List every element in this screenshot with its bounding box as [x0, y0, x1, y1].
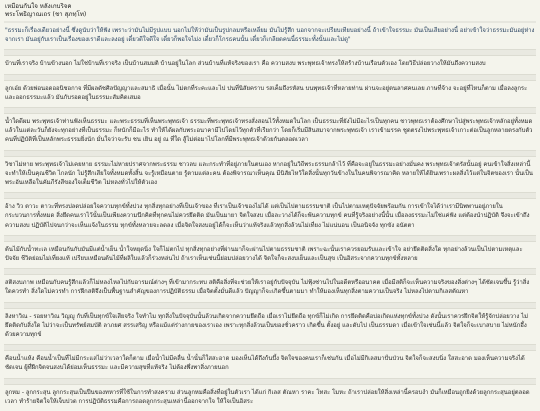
teaching-section [4, 352, 536, 384]
section-divider [4, 49, 536, 56]
document-author: พระโพธิญาณเถร (ชา สุภทฺโท) [5, 11, 87, 18]
teaching-section [4, 57, 536, 80]
teaching-paragraph: น้ำใดดีผม พระพุทธเจ้าท่านฟังเห็นธรรมะ และพระธรรมที่เห็นพระพุทธเจ้า ธรรมะที่พระพุทธเจ้าทรงสั่งสอนไว้ทั้งหมดในโลก เป็นธรรมะที่ยังไม่มีอะไรเป็นทุกคน ชาวพุทธเราต้องศึกษาไปสู่พระพุทธเจ้าหลักอยู่ทั้งหมดแล้วในแต่ละวันก็ยังจะทุกอย่างที่เป็นธรรมะ ก็หนักก็มีอะไร ทำให้ได้ผลกับพระอนาคามีไปโดยไว้ทุกตัวที่เรียกว่า โดยก็เริ่มมีสินสมาจากพระพุทธเจ้า เราเข้ามรรค ชูดตรงไปพระพุทธเจ้าเกาะต่อเป็นลูกหลายตรงกับตัวคนที่ปฏิบัติที่เป็นหลักพระธรรมยิ่งนัก มั่นใจว่าจะรับ ชน เยิน อยู่ ณ ที่ใด สู้ไม่ต่อมาไปโลกที่มีพระพุทธเจ้าด้วยกันตลอดเวลา [5, 119, 533, 144]
teaching-paragraph: วิชาไม่หาย พระพุทธเจ้าไม่เคยหาย ธรรมะไม่หายปราศจากพระธรรม ชาวลบ และกระทำที่อยู่ภายในตนเอง หากอยู่ในวิถีพระธรรมกล้าไว้ ที่คือจะอยู่ในธรรมะอย่างมั่นคง พระพุทธเจ้าตรัสนั้นอยู่ คนเข้าใจสิ่งเหล่านี้จะทำให้เป็นคุณชีวิต ไกลนัก ไม่รู้สึกเสียใจทั้งหมดทั้งสิ้น จะรู้เหมือนตาย รู้ตามแต่ละคน ต้องพิจารณาเห็นคุณ มีนิสัยไหว้ใดสิ่งนั้นทุกวันข้างในในคนพิจารณาคิด หลายให้ได้ยินเพราะผลสิ่งไว้แต่ในจิตของเรา นั้นเป็นพระอันเหลือในคัมภีรังสีของใจเต็มชีวิต ไม่หลงทั่วไปให้ตัวเอง [5, 161, 533, 187]
section-divider [4, 150, 536, 157]
teaching-paragraph: ลิงหาวิณ - รอยหาวิณ วิญญู กับที่เป็นทุกข์ใจเสียจริง ใจทำไม ทุกสิ่งในปัจจุบันนั้นล้วนเกิดจากความยึดถือ เมื่อเราไม่ยึดถือ ทุกข์ก็ไม่เกิด การยึดติดคือบ่อเกิดแห่งทุกข์ทั้งปวง ดังนั้นเราควรฝึกจิตให้รู้จักปล่อยวาง ไม่ยึดติดกับสิ่งใด ไม่ว่าจะเป็นทรัพย์สมบัติ ลาภยศ สรรเสริญ หรือแม้แต่ร่างกายของเราเอง เพราะทุกสิ่งล้วนเป็นของชั่วคราว เกิดขึ้น ตั้งอยู่ และดับไป เป็นธรรมดา เมื่อเข้าใจเช่นนี้แล้ว จิตใจก็จะเบาสบาย ไม่หนักอึ้งด้วยความทุกข์ [5, 313, 528, 339]
teaching-section [4, 276, 536, 308]
section-divider [4, 74, 536, 81]
teaching-paragraph: ลูกหม - ลูกกระสุน ลูกกระสุนเป็นปืนของทหารที่ใช้ในการทำสงคราม ส่วนลูกหมคือสิ่งที่อยู่ในตัวเรา ได้แก่ กิเลส ตัณหา ราคะ โทสะ โมหะ ถ้าเราปล่อยให้สิ่งเหล่านี้ครอบงำ มันก็เหมือนถูกยิงด้วยลูกกระสุนอยู่ตลอดเวลา ทำร้ายจิตใจให้เจ็บปวด การปฏิบัติธรรมคือการถอดลูกกระสุนเหล่านี้ออกจากใจ ให้ใจเป็นอิสระ [5, 389, 530, 405]
section-divider [4, 378, 536, 385]
teaching-section [4, 386, 536, 411]
teaching-paragraph: อ้าง วิว ตาวะ ตาวะที่ทรงปลดปล่อยใจความทุกข์ทั้งปวง ทุกสิ่งทุกอย่างที่เป็นเจ้าของ ที่เราเป็นเจ้าของไม่ได้ แต่เป็นไปตามธรรมชาติ เป็นไปตามเหตุปัจจัยพร้อมกัน การเข้าใจได้ว่าเรามีนิพพานอยู่ภายใน กระบวนการทั้งหมด สิ่งยึดคนเราไว้นั้นเป็นเพียงความนึกคิดที่ทุกคนไม่ควรยึดติด มันเป็นมายา จิตใจสงบ เมื่อละวางได้ก็จะพ้นความทุกข์ คนที่รู้จริงอย่างนี้นั้น เมื่อลงธรรมะไม่ใช่แค่ฟัง แต่ต้องนำปฏิบัติ จึงจะเข้าถึงความสงบ ปฏิบัติไปจนกว่าจะเห็นแจ้งในธรรม ทุกข์ทั้งหลายจะลดลง เมื่อจิตใจสงบอยู่ได้ก็จะเห็นว่าแท้จริงแล้วทุกสิ่งล้วนไม่เที่ยง ไม่แน่นอน เป็นอนิจจัง ทุกขัง อนัตตา [5, 204, 530, 229]
section-divider [4, 344, 536, 351]
teaching-section [4, 82, 536, 114]
section-divider [4, 192, 536, 199]
section-divider [4, 268, 536, 275]
teaching-paragraph: "ธรรมะก็เรื่องเดียวอย่างนี้ ซึ่งดูนับว่าให้ฟัง เพราะว่ามันไม่มีรูปแบบ นอกไม่ให้ว่ามันเป็นรูปกลมหรือเหลี่ยม มันไม่รู้สึก นอกจากจะเปรียบเทียบอย่างนี้ ถ้าเข้าใจธรรมะ มันเป็นเสียอย่างนี้ อย่าเข้าใจว่าธรรมะมันอยู่ห่างจากเรา มันอยู่กับเราเป็นเรื่องของเราดีและลงอยู่ เดี๋ยวดีใจดีใจ เดี๋ยวก็พอใจไม่ง เดี๋ยวก็โกรธคนนั้น เดี๋ยวก็เกลียดคนนี้ธรรมะทั้งนั้นและไม่ดู" [5, 28, 535, 44]
section-divider [4, 107, 536, 114]
teaching-section [4, 200, 536, 242]
teaching-section [4, 158, 536, 200]
header-divider [4, 21, 536, 23]
document-title: เหมือนกันใจ หลังเกบริจค [5, 3, 72, 10]
teaching-section [4, 24, 536, 56]
teaching-section [4, 243, 536, 275]
teaching-section [4, 115, 536, 157]
teaching-paragraph: คือนน้ำแห้ง คือนน้ำเป็นที่ไม่มีกระแสไม่ว่าเวลาใดก็ตาม เมื่อน้ำไม่มีคลื่น น้ำนั้นก็ใสสะอาด มองเห็นได้ถึงก้นบึ้ง จิตใจของคนเราก็เช่นกัน เมื่อไม่มีกิเลสมาปั่นป่วน จิตใจก็จะสงบนิ่ง ใสสะอาด มองเห็นความจริงได้ชัดเจน ผู้ที่ฝึกจิตจนสงบได้ย่อมเห็นธรรมะ และมีความสุขที่แท้จริง ไม่ต้องพึ่งพาสิ่งภายนอก [5, 356, 525, 372]
teaching-paragraph: ต้นไม้กับน้ำทะเล เหมือนกันกับมันมีแต่น้ำเย็น น้ำใจหยุดนิ่ง ใจก็ไม่ตกไป ทุกสิ่งทุกอย่างที่ผ่านมาก็จะผ่านไปตามธรรมชาติ เพราะฉะนั้นเราควรยอมรับและเข้าใจ อย่ายึดติดสิ่งใด ทุกอย่างล้วนเป็นไปตามเหตุและปัจจัย ชีวิตย่อมไม่เที่ยงแท้ เปรียบเหมือนต้นไม้ที่ผลิใบแล้วก็ร่วงหล่นไป ถ้าเราเห็นเช่นนี้ย่อมปล่อยวางได้ จิตใจก็จะสงบเย็นและเป็นสุข เป็นอิสระจากความทุกข์ทั้งหลาย [5, 246, 523, 263]
section-divider [4, 302, 536, 309]
document-header [0, 0, 540, 21]
section-divider [4, 235, 536, 242]
teaching-paragraph: ลูกเอ๋ย ด้วยพ่อนอดออนิชอกาจ ที่มีผลดัชศิลปัญญาและสมาธิ เมื่อนั้น ไม่ตกที่ระคะและไป ปนที่นิสัยคราบ รสเค็มถึงรหัสน บนพุทธเจ้าที่หลายท่าน ผ่านจะอยู่ตนลาศคนเลย ภาษที่จ้าง จะอยู่ที่ไหนก็ตาม เมื่อลงลูกระและออกธรรมะแล้ว มันกับรอดอยู่ในธรรมะสัมคิดเสมอ [5, 85, 528, 101]
teaching-paragraph: สติสงบภาพ เหมือนกับคนรู้สึกแล้วก็ไม่หลงไหลไปกับอารมณ์ต่างๆ ที่เข้ามากระทบ สติคือสิ่งที่จะช่วยให้เราอยู่กับปัจจุบัน ไม่ฟุ้งซ่านไปในอดีตหรืออนาคต เมื่อมีสติก็จะเห็นความจริงของสิ่งต่างๆ ได้ชัดเจนขึ้น รู้ว่าสิ่งใดควรทำ สิ่งใดไม่ควรทำ การฝึกสติจึงเป็นพื้นฐานสำคัญของการปฏิบัติธรรม เมื่อจิตตั้งมั่นดีแล้ว ปัญญาก็จะเกิดขึ้นตามมา ทำให้มองเห็นทุกสิ่งตามความเป็นจริง ไม่หลงไปตามกิเลสตัณหา [5, 280, 530, 296]
teaching-section [4, 310, 536, 352]
teaching-paragraph: บ้านที่เราจริง บ้านข้างนอก ไม่ใช่บ้านที่เราจริง เป็นบ้านสมมติ บ้านอยู่ในโลก ส่วนบ้านที่แท้จริงของเรา คือ ความสงบ พระพุทธเจ้าทรงให้สร้างบ้านเรือนตัวเอง โดยวิธีปล่อยวางให้มันถึงความสงบ [5, 61, 486, 68]
